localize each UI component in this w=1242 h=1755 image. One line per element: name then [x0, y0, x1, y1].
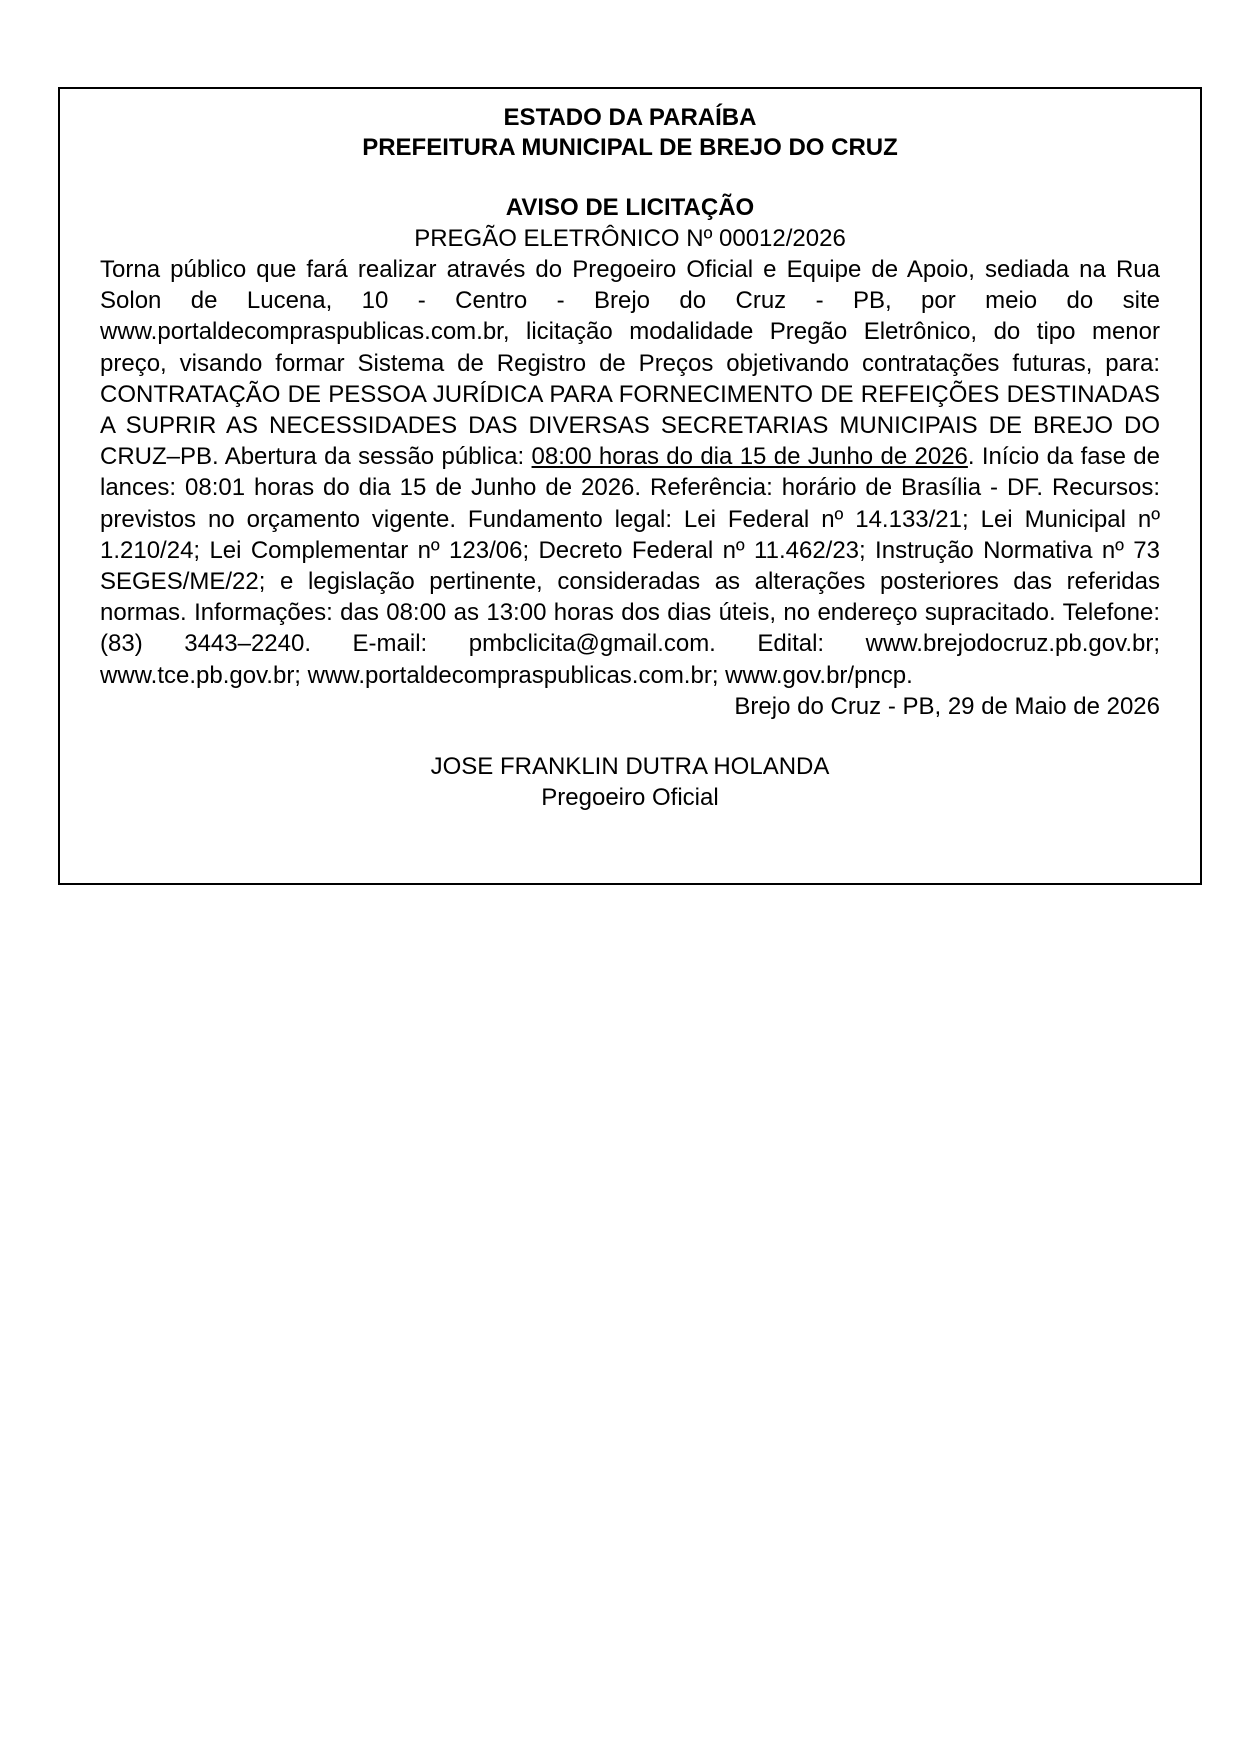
- notice-title: AVISO DE LICITAÇÃO: [505, 194, 755, 221]
- signer-name: JOSE FRANKLIN DUTRA HOLANDA: [430, 752, 830, 780]
- notice-body: [100, 254, 1160, 691]
- place-date: Brejo do Cruz - PB, 29 de Maio de 2026: [734, 692, 1160, 720]
- spacer: [100, 722, 1160, 751]
- signer-role: Pregoeiro Oficial: [541, 783, 719, 811]
- notice-body-part1: Torna público que fará realizar através do Pregoeiro Oficial e Equipe de Apoio, sediada na Rua Solon de Lucena, 10 - Centro - Brejo do Cruz - PB, por meio do site www.portaldecompraspublicas.com.br, licitação modalidade Pregão Eletrônico, do tipo menor preço, visando formar Sistema de Registro de Preços objetivando contratações futuras, para: CONTRATAÇÃO DE PESSOA JURÍDICA PARA FORNECIMENTO DE REFEIÇÕES DESTINADAS A SUPRIR AS NECESSIDADES DAS DIVERSAS SECRETARIAS MUNICIPAIS DE BREJO DO CRUZ–PB. Abertura da sessão pública:: [100, 256, 1160, 471]
- spacer: [100, 163, 1160, 193]
- prefecture-heading: PREFEITURA MUNICIPAL DE BREJO DO CRUZ: [362, 134, 898, 161]
- session-opening-datetime: 08:00 horas do dia 15 de Junho de 2026: [531, 443, 968, 471]
- notice-box: [58, 87, 1202, 885]
- notice-body-part2: . Início da fase de lances: 08:01 horas do dia 15 de Junho de 2026. Referência: horário de Brasília - DF. Recursos: previstos no orçamento vigente. Fundamento legal: Lei Federal nº 14.133/21; Lei Municipal nº 1.210/24; Lei Complementar nº 123/06; Decreto Federal nº 11.462/23; Instrução Normativa nº 73 SEGES/ME/22; e legislação pertinente, consideradas as alterações posteriores das referidas normas. Informações: das 08:00 as 13:00 horas dos dias úteis, no endereço supracitado. Telefone: (83) 3443–2240. E-mail: pmbclicita@gmail.com. Edital: www.brejodocruz.pb.gov.br; www.tce.pb.gov.br; www.portaldecompraspublicas.com.br; www.gov.br/pncp.: [100, 443, 1161, 689]
- notice-subtitle: PREGÃO ELETRÔNICO Nº 00012/2026: [414, 225, 846, 252]
- state-heading: ESTADO DA PARAÍBA: [503, 104, 757, 131]
